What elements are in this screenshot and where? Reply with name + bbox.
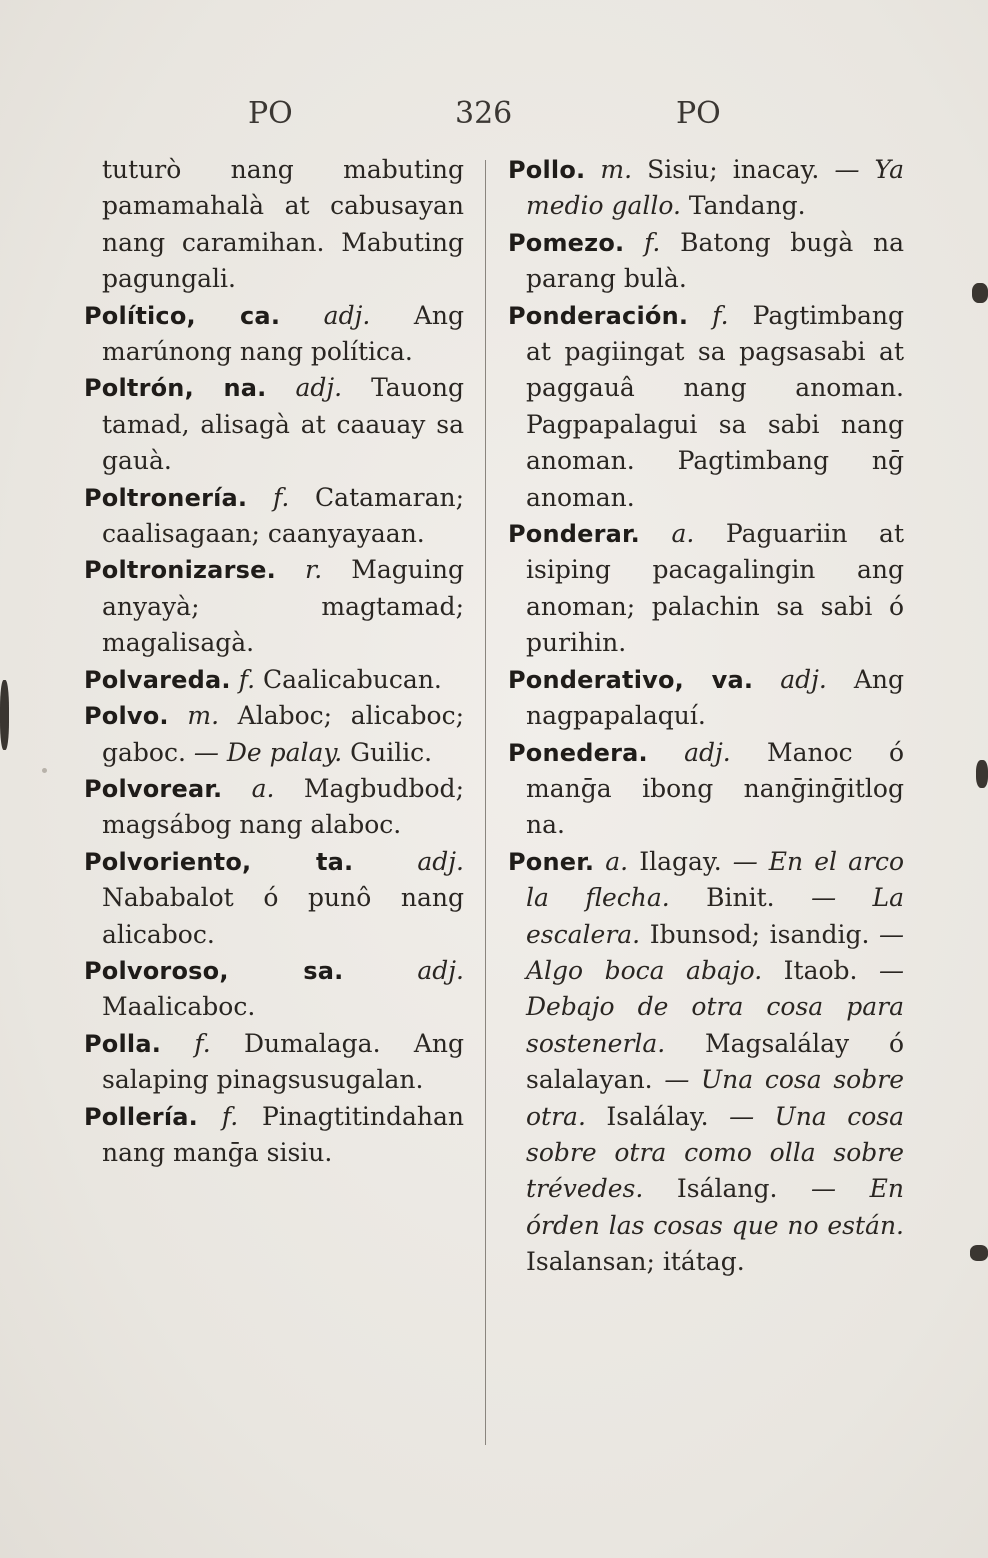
edge-speck-top [972, 283, 988, 303]
headword: Polla. [84, 1029, 162, 1058]
dictionary-entry [84, 1099, 464, 1172]
phrase-translation: Binit. [706, 883, 775, 913]
dictionary-entry [84, 298, 464, 371]
phrase-translation: Isalálay. [606, 1101, 709, 1131]
headword: Poltronería. [84, 483, 248, 512]
grammar-label: adj. [780, 664, 827, 694]
definition: Pinagtitindahan nang manḡa sisiu. [102, 1101, 465, 1167]
phrase: — Debajo de otra cosa para sostenerla. [526, 955, 904, 1058]
left-column [84, 152, 464, 1171]
definition: Sisiu; inacay. [647, 155, 820, 184]
phrase: — En el arco la flecha. [526, 846, 904, 913]
grammar-label: m. [600, 155, 633, 184]
dictionary-entry [84, 152, 464, 298]
dictionary-entry [84, 480, 464, 553]
definition: Caalicabucan. [262, 664, 442, 694]
phrase: — De palay. [193, 737, 343, 767]
definition: Pagtimbang at pagiingat sa pagsasabi at paggauâ nang anoman. Pagpapalagui sa sabi nang anoman. Pagtimbang nḡ anoman. [526, 300, 905, 512]
headword: Pomezo. [508, 228, 625, 257]
page-header [0, 96, 988, 146]
header-right-guide-word: PO [676, 96, 721, 131]
grammar-label: adj. [684, 737, 731, 767]
dictionary-entry [508, 662, 904, 735]
dictionary-entry [508, 516, 904, 662]
phrase: — Una cosa sobre otra. [526, 1065, 904, 1131]
grammar-label: adj. [417, 955, 464, 985]
grammar-label: f. [712, 300, 729, 330]
headword: Poltrón, na. [84, 374, 267, 403]
phrase: — Una cosa sobre otra como olla sobre trévedes. [526, 1101, 904, 1204]
grammar-label: adj. [295, 373, 343, 403]
grammar-label: f. [644, 227, 661, 257]
headword: Polvareda. [84, 665, 231, 694]
phrase-translation: Isálang. [676, 1174, 778, 1204]
definition: Batong bugà na parang bulà. [526, 227, 905, 294]
right-column [508, 152, 904, 1281]
grammar-label: adj. [323, 300, 371, 330]
dictionary-entry [84, 771, 464, 844]
headword: Polvorear. [84, 774, 223, 803]
dictionary-entry [84, 844, 464, 953]
grammar-label: f. [221, 1101, 239, 1131]
headword: Polvoriento, ta. [84, 847, 354, 876]
grammar-label: a. [251, 773, 275, 803]
headword: Pollería. [84, 1102, 198, 1131]
phrase: — Algo boca abajo. [526, 919, 904, 985]
headword: Político, ca. [84, 301, 281, 330]
phrase-translation: Itaob. [783, 955, 858, 985]
dictionary-entry [84, 552, 464, 661]
edge-speck-bottom [970, 1245, 988, 1261]
dictionary-entry [84, 1026, 464, 1099]
phrase-translation: Magsalálay ó salalayan. [526, 1028, 904, 1095]
headword: Polvoroso, sa. [84, 956, 344, 985]
dictionary-entry [508, 844, 904, 1281]
definition: Manoc ó manḡa ibong nanḡinḡitlog na. [526, 737, 905, 840]
grammar-label: a. [605, 846, 629, 876]
edge-speck-middle [976, 760, 988, 788]
dictionary-entry [508, 735, 904, 844]
phrase-translation: Tandang. [688, 191, 806, 221]
header-left-guide-word: PO [248, 96, 293, 131]
headword: Poner. [508, 847, 595, 876]
phrase: — La escalera. [526, 883, 904, 949]
grammar-label: m. [187, 701, 220, 731]
phrase-translation: Guilic. [350, 737, 433, 767]
grammar-label: f. [238, 664, 256, 694]
headword: Ponderativo, va. [508, 665, 754, 694]
headword: Ponderar. [508, 520, 640, 549]
headword: Pollo. [508, 156, 586, 184]
dictionary-entry [84, 698, 464, 771]
phrase: — En órden las cosas que no están. [526, 1174, 904, 1240]
definition: Dumalaga. Ang salaping pinagsusugalan. [102, 1028, 465, 1095]
definition: Alaboc; alicaboc; gaboc. [102, 701, 465, 767]
dictionary-entry [508, 152, 904, 225]
dictionary-entry [508, 298, 904, 516]
dictionary-entry [84, 662, 464, 698]
definition: Tauong tamad, alisagà at caauay sa gauà. [102, 373, 464, 476]
headword: Polvo. [84, 702, 169, 731]
phrase-translation: Ibunsod; isandig. [649, 919, 870, 949]
definition: Ang marúnong nang política. [102, 300, 464, 367]
grammar-label: adj. [417, 846, 464, 876]
definition: Magbudbod; magsábog nang alaboc. [102, 773, 464, 840]
definition: Ilagay. [639, 846, 722, 876]
dictionary-entry [84, 953, 464, 1026]
page-number: 326 [455, 96, 513, 131]
definition: Maalicaboc. [102, 992, 256, 1022]
definition: Paguariin at isiping pacagalingin ang anoman; palachin sa sabi ó purihin. [526, 519, 904, 658]
dictionary-entry [84, 370, 464, 479]
grammar-label: f. [272, 482, 290, 512]
dictionary-entry [508, 225, 904, 298]
column-divider [485, 160, 486, 1445]
phrase: — Ya medio gallo. [526, 155, 904, 221]
definition: Catamaran; caalisagaan; caanyayaan. [102, 482, 465, 549]
definition: Nababalot ó punô nang alicaboc. [102, 883, 464, 949]
binding-shadow-mark [0, 680, 9, 750]
phrase-translation: Isalansan; itátag. [526, 1247, 745, 1277]
headword: Ponedera. [508, 738, 648, 767]
grammar-label: f. [194, 1028, 211, 1058]
stray-dot [42, 768, 47, 773]
grammar-label: r. [305, 555, 323, 585]
definition: Ang nagpapalaquí. [526, 664, 904, 731]
headword: Poltronizarse. [84, 556, 276, 585]
grammar-label: a. [671, 519, 695, 549]
definition: Maguing anyayà; magtamad; magalisagà. [102, 555, 464, 658]
definition: tuturò nang mabuting pamamahalà at cabusayan nang caramihan. Mabuting pagungali. [102, 155, 464, 294]
headword: Ponderación. [508, 301, 689, 330]
